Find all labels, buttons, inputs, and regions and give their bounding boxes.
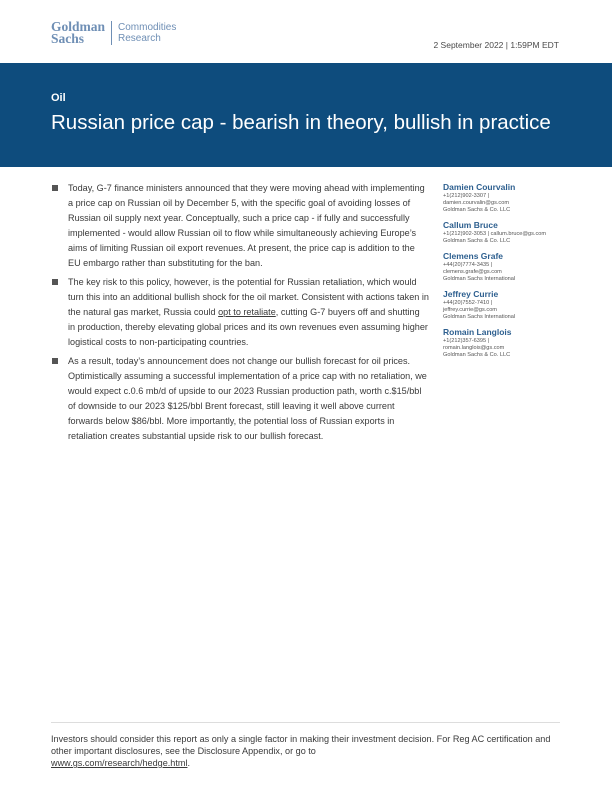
bullet-item <box>51 354 429 444</box>
bullet-text: As a result, today’s announcement does not change our bullish forecast for oil prices. Optimistically assuming a successful implementation of a price cap with no retaliation, we would expect c.0.6 mb/d of upside to our 2023 Russian production path, worth c.$15/bbl of downside to our 2023 $125/bbl Brent forecast, still leaving it well above current forwards below $86/bbl. More importantly, the potential loss of Russian exports in retaliation creates substantial upside risk to our bullish forecast. <box>68 356 427 441</box>
author-firm: Goldman Sachs & Co. LLC <box>443 238 511 244</box>
brand-line-2: Sachs <box>51 31 85 46</box>
author-name: Callum Bruce <box>443 220 498 230</box>
author-phone-email[interactable]: +1(212)902-3053 | callum.bruce@gs.com <box>443 231 547 237</box>
author-firm: Goldman Sachs International <box>443 276 516 282</box>
author-entry <box>443 289 593 321</box>
report-date: 2 September 2022 | 1:59PM EDT <box>433 40 559 50</box>
square-bullet-icon <box>52 279 58 285</box>
sector-label: Oil <box>51 92 66 104</box>
logo-divider <box>111 21 112 45</box>
author-name: Jeffrey Currie <box>443 289 499 299</box>
author-email[interactable]: romain.langlois@gs.com <box>443 345 505 351</box>
division-name <box>118 22 176 44</box>
author-firm: Goldman Sachs International <box>443 314 516 320</box>
author-name: Romain Langlois <box>443 327 512 337</box>
author-entry <box>443 251 593 283</box>
bullet-text: The key risk to this policy, however, is the potential for Russian retaliation, which would turn this into an additional bullish shock for the oil market. Consistent with actions taken in the natural gas market, Russia could <box>68 277 429 317</box>
key-points-list <box>51 181 429 448</box>
report-title: Russian price cap - bearish in theory, bullish in practice <box>51 111 551 134</box>
brand-name <box>51 21 105 45</box>
hedge-disclosure-link[interactable]: www.gs.com/research/hedge.html <box>51 758 188 768</box>
disclosure-footer <box>51 733 563 769</box>
author-name: Damien Courvalin <box>443 182 516 192</box>
author-name: Clemens Grafe <box>443 251 503 261</box>
footer-period: . <box>187 758 190 768</box>
author-phone: +44(20)7774-3435 | <box>443 262 493 268</box>
author-email[interactable]: clemens.grafe@gs.com <box>443 269 502 275</box>
division-line-2: Research <box>118 33 161 44</box>
brand-line-1: Goldman <box>51 19 106 34</box>
author-entry <box>443 327 593 359</box>
footer-divider <box>51 722 560 723</box>
author-entry <box>443 182 593 214</box>
author-email[interactable]: damien.courvalin@gs.com <box>443 200 509 206</box>
square-bullet-icon <box>52 185 58 191</box>
disclosure-text: Investors should consider this report as only a single factor in making their investment decision. For Reg AC certification and other important disclosures, see the Disclosure Appendix, or go to <box>51 734 551 756</box>
author-list <box>443 182 593 365</box>
author-firm: Goldman Sachs & Co. LLC <box>443 352 511 358</box>
goldman-sachs-logo <box>51 21 176 45</box>
division-line-1: Commodities <box>118 22 177 33</box>
opt-to-retaliate-link[interactable]: opt to retaliate <box>218 307 276 317</box>
author-entry <box>443 220 593 245</box>
author-email[interactable]: jeffrey.currie@gs.com <box>443 307 497 313</box>
author-firm: Goldman Sachs & Co. LLC <box>443 207 511 213</box>
author-phone: +1(212)902-3307 | <box>443 193 490 199</box>
bullet-text-continued: , cutting G-7 buyers off and shutting in production, thereby elevating global prices and its own revenues even assuming higher logistical costs to non-participating countries. <box>68 307 428 347</box>
author-phone: +1(212)357-6395 | <box>443 338 490 344</box>
square-bullet-icon <box>52 358 58 364</box>
author-phone: +44(20)7552-7410 | <box>443 300 493 306</box>
bullet-item <box>51 275 429 350</box>
bullet-text: Today, G-7 finance ministers announced that they were moving ahead with implementing a price cap on Russian oil by December 5, with the specific goal of avoiding losses of Russian oil supply next year. Conceptually, such a price cap - if fully and successfully implemented - would allow Russian oil to flow while simultaneously achieving Europe’s aims of limiting Russian oil export revenues. At present, the price cap is addition to the EU embargo rather than substituting for the ban. <box>68 183 425 268</box>
bullet-item <box>51 181 429 271</box>
